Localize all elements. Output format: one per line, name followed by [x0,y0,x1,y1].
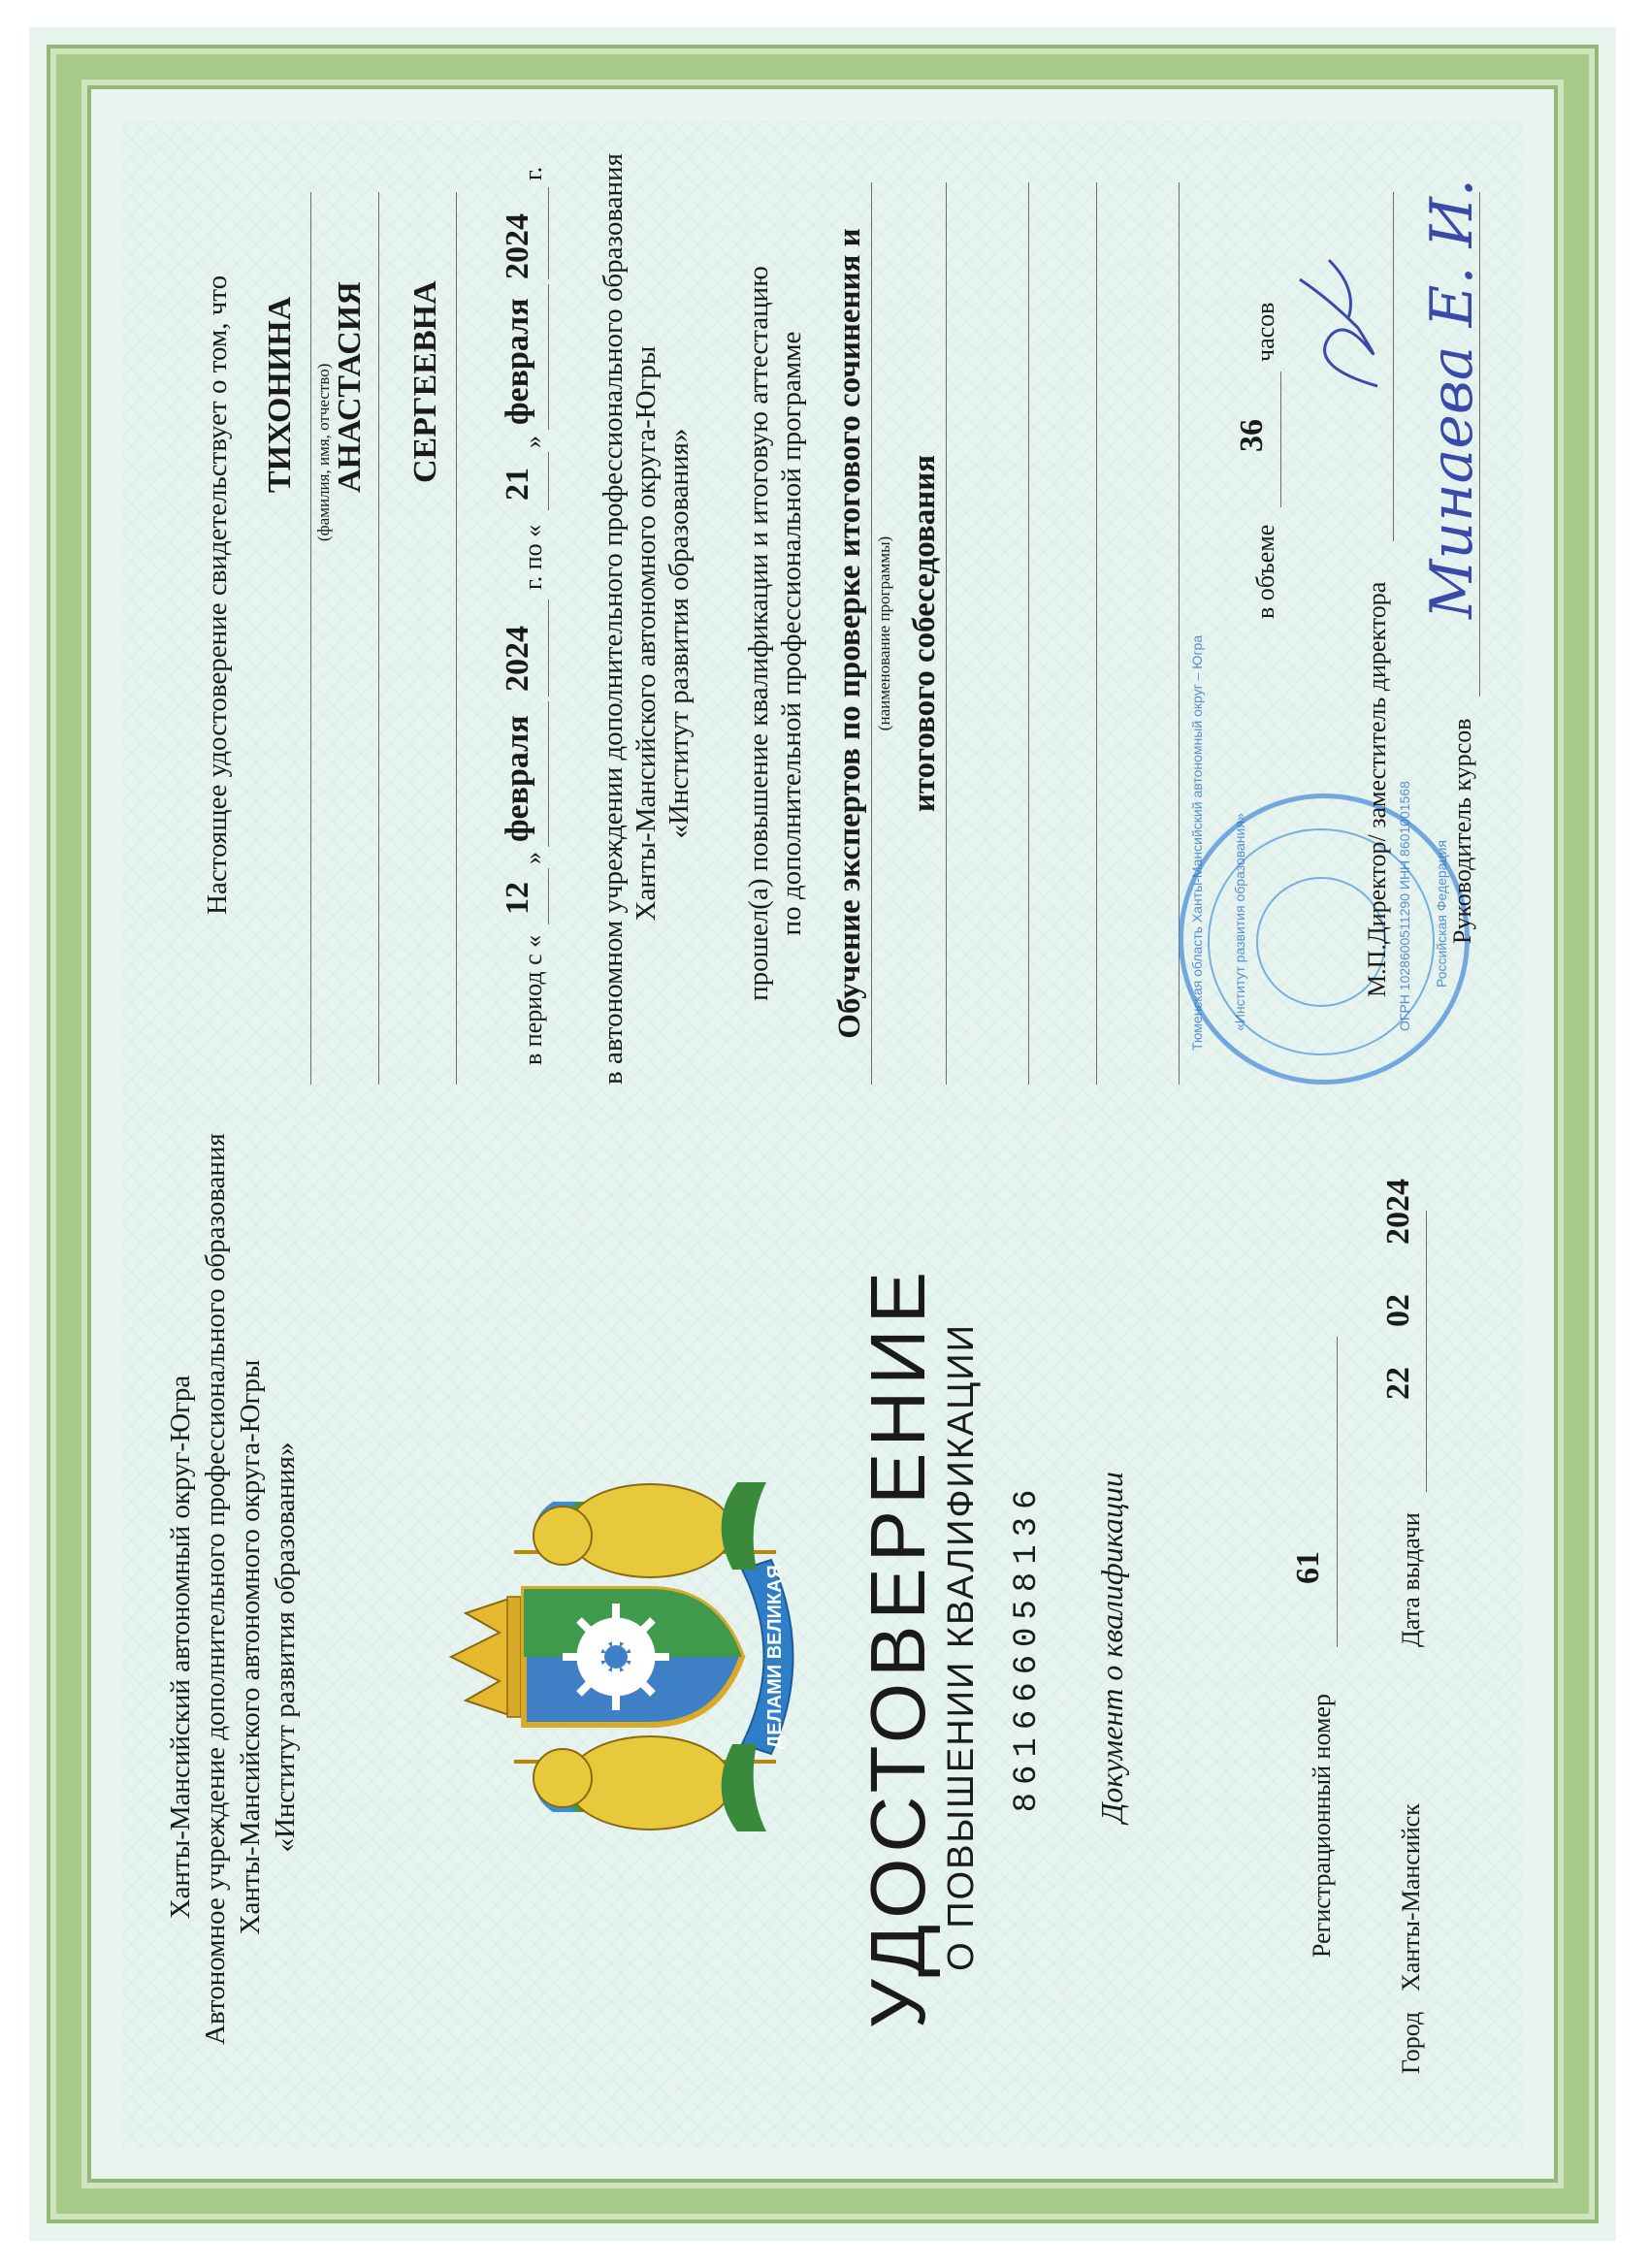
period-year-to: 2024 [500,213,535,279]
document-subtitle: О ПОВЫШЕНИИ КВАЛИФИКАЦИИ [941,1323,982,1971]
serial-number: 861666058136 [1009,1481,1046,1813]
stamp-text: ОГРН 1028600511290 ИНН 8601001568 [1397,781,1412,1031]
reg-number-label: Регистрационный номер [1308,1694,1336,1958]
issue-date-label: Дата выдачи [1397,1512,1425,1647]
org-line: «Институт развития образования» [270,1442,301,1853]
hours-value: 36 [1234,419,1270,452]
period-month-to: февраля [500,298,535,425]
issue-day: 22 [1380,1367,1416,1400]
stamp-label: М.П. [1363,944,1391,997]
director-signature-icon [1290,241,1397,405]
stamp-text: «Институт развития образования» [1232,813,1247,1031]
coat-of-arms-icon [407,1463,815,1851]
program-name-line1: Обучение экспертов по проверке итогового сочинения и [832,228,867,1039]
city-name: Ханты-Мансийск [1397,1803,1425,1992]
program-note: (наименование программы) [875,535,893,731]
period-prefix: в период с « [519,934,547,1065]
document-title: УДОСТОВЕРЕНИЕ [855,1265,941,2029]
org-line: Ханты-Мансийский автономный округ-Югра [165,1375,196,1920]
crown-icon [451,1599,509,1715]
issuer-organization [163,1133,303,2045]
period-year-from: 2024 [500,626,535,692]
patronymic: СЕРГЕЕВНА [407,280,443,483]
program-name-line2: итогового собеседования [907,454,942,813]
city-label: Город [1397,2011,1425,2074]
certificate-content: Ханты-Мансийский автономный округ-Югра Автономное учреждение дополнительного профессионального образования Ханты-Мансийского автономного округа-Югры «Институт развития образования» ДЕЛАМИ ВЕЛИКАЯ УДОСТОВЕРЕНИЕ О ПОВЫШЕНИИ КВАЛИФИКАЦИИ 861666058136 Документ о квалификации Регистрационный номер 61 Город Ханты-Мансийск Дата выдачи 22 02 2024 Настоящее удостоверение свидетельствует о том, что ТИХОНИНА (фамилия, имя, отчество) АНАСТАСИЯ СЕРГЕЕВНА в период с « 12 » февраля 2024 г. по « 21 » февраля 2024 г. в автономном учреждении дополнительного профессионального образования Ханты-Мансийского автономного округа-Югры «Институт развития образования» прошел(а) повышение квалификации и итоговую аттестацию по дополнительной профессиональной программе Обучение экспертов по проверке итогового сочинения и (наименование программы) итогового собеседования в объеме 36 часов Тюменская область Ханты-Мансийский автономный округ – Югра «Институт развития образования» ОГРН 1028600511290 ИНН 8601001568 Российская Федерация М.П. Директор/ заместитель директора Руководитель курсов Минаева Е. И. [165,153,1486,2074]
motto-text: ДЕЛАМИ ВЕЛИКАЯ [764,1565,786,1749]
hours-suffix: часов [1251,302,1279,362]
director-label: Директор/ заместитель директора [1363,581,1391,944]
institution-text: в автономном учреждении дополнительного профессионального образования Ханты-Мансийского автономного округа-Югры «Институт развития образования» [598,153,695,1085]
issue-month: 02 [1380,1294,1416,1327]
completion-text: прошел(а) повышение квалификации и итоговую аттестацию по дополнительной профессиональной программе [743,266,807,1001]
intro-text: Настоящее удостоверение свидетельствует о том, что [202,275,233,915]
period-day-from: 12 [500,882,535,915]
head-signature: Минаева Е. И. [1418,178,1486,619]
surname: ТИХОНИНА [262,296,298,493]
document-type: Документ о квалификации [1094,1472,1129,1823]
period-month-from: февраля [500,715,535,842]
org-line: Ханты-Мансийского автономного округа-Югры [235,1359,266,1935]
stamp-text: Российская Федерация [1434,840,1449,988]
period-day-to: 21 [500,468,535,501]
reg-number: 61 [1290,1551,1326,1584]
issue-year: 2024 [1380,1179,1416,1245]
fio-note: (фамилия, имя, отчество) [314,363,333,541]
first-name: АНАСТАСИЯ [332,281,368,493]
head-label: Руководитель курсов [1448,718,1476,944]
stamp-text: Тюменская область Ханты-Мансийский автономный округ – Югра [1189,634,1205,1051]
org-line: Автономное учреждение дополнительного профессионального образования [200,1133,231,2045]
hours-prefix: в объеме [1251,524,1279,619]
